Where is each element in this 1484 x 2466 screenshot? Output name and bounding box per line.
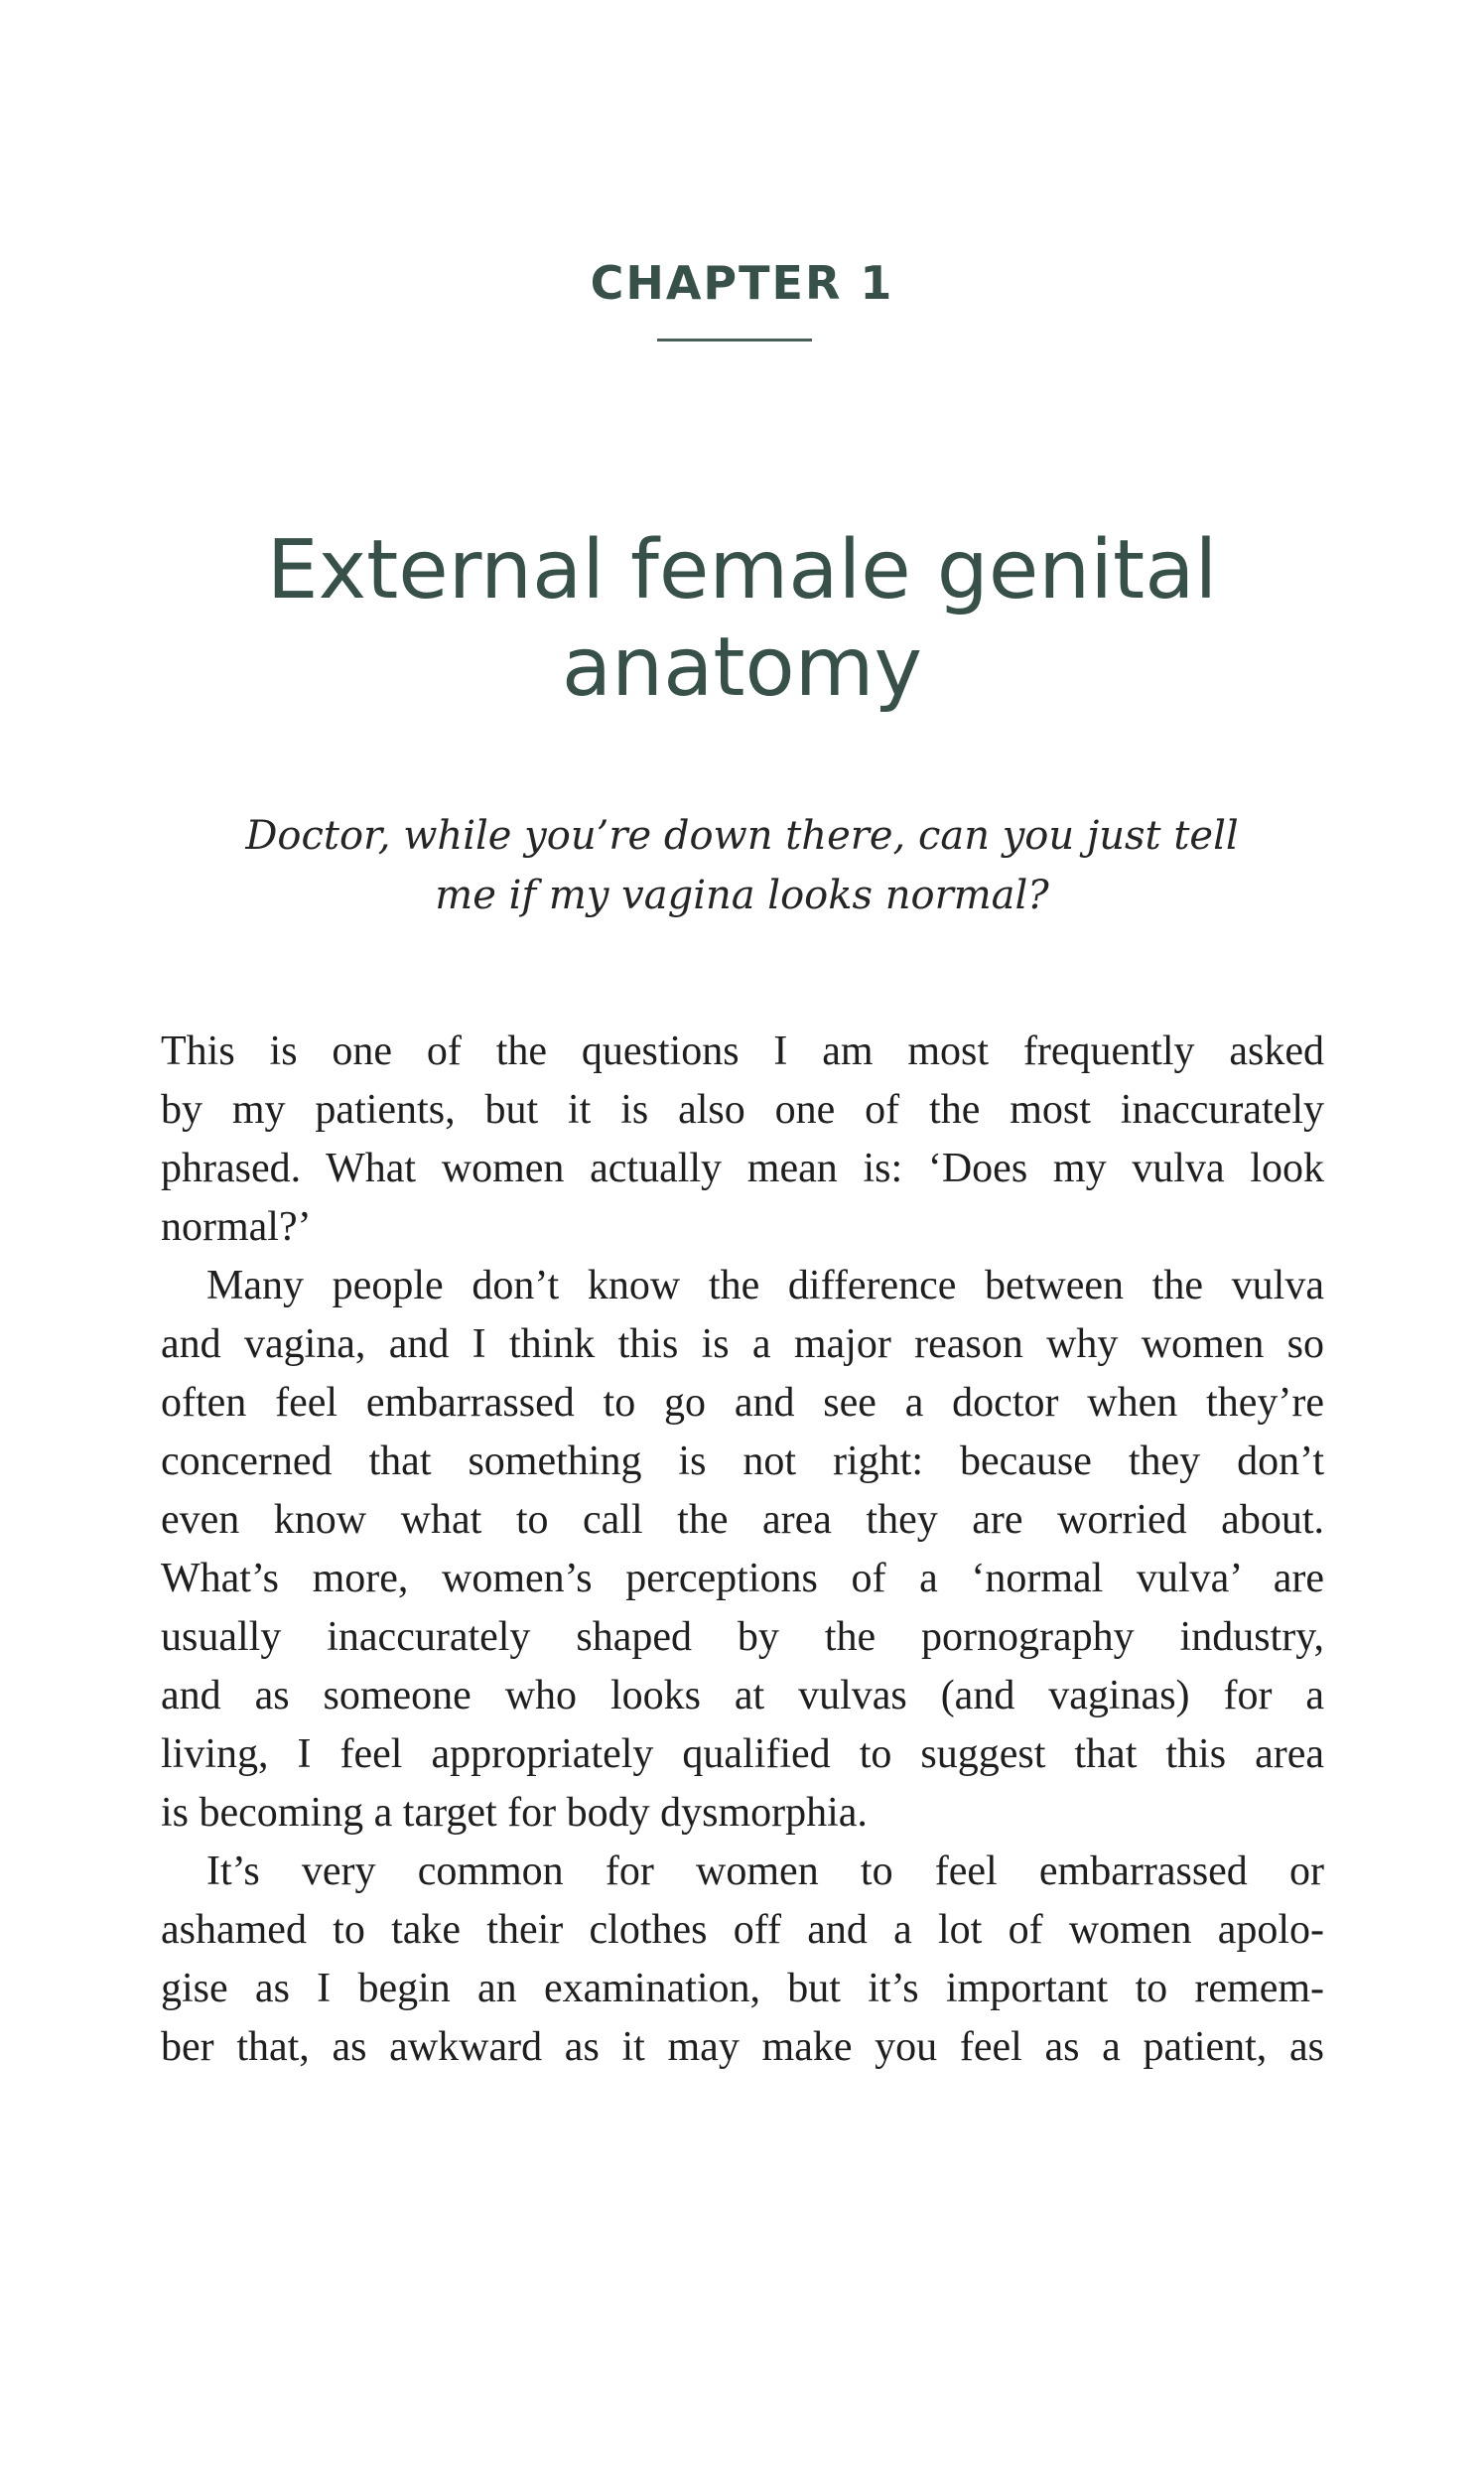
body-line: It’s very common for women to feel embarrassed or <box>206 1849 1324 1894</box>
epigraph-line-2: me if my vagina looks normal? <box>435 873 1049 918</box>
body-line: gise as I begin an examination, but it’s important to remem- <box>161 1966 1324 2011</box>
body-line: ber that, as awkward as it may make you feel as a patient, as <box>161 2024 1324 2070</box>
chapter-title <box>149 522 1335 717</box>
body-line: by my patients, but it is also one of the most inaccurately <box>161 1087 1324 1133</box>
body-line: What’s more, women’s perceptions of a ‘normal vulva’ are <box>161 1556 1324 1601</box>
body-line: concerned that something is not right: because they don’t <box>161 1438 1324 1484</box>
chapter-title-line-1: External female genital <box>266 523 1218 617</box>
body-line: often feel embarrassed to go and see a doctor when they’re <box>161 1380 1324 1426</box>
body-line: and vagina, and I think this is a major reason why women so <box>161 1321 1324 1367</box>
body-line: phrased. What women actually mean is: ‘Does my vulva look <box>161 1146 1324 1191</box>
body-line: Many people don’t know the difference between the vulva <box>206 1263 1324 1308</box>
body-line: even know what to call the area they are worried about. <box>161 1497 1324 1543</box>
epigraph <box>199 806 1285 925</box>
chapter-title-line-2: anatomy <box>561 620 923 715</box>
body-line: living, I feel appropriately qualified to suggest that this area <box>161 1731 1324 1777</box>
chapter-label: CHAPTER 1 <box>590 256 894 310</box>
epigraph-line-1: Doctor, while you’re down there, can you just tell <box>245 813 1239 859</box>
body-line: usually inaccurately shaped by the pornography industry, <box>161 1614 1324 1660</box>
body-line: ashamed to take their clothes off and a lot of women apolo- <box>161 1907 1324 1953</box>
body-line: This is one of the questions I am most frequently asked <box>161 1028 1324 1074</box>
body-line: normal?’ <box>161 1204 312 1250</box>
body-text <box>161 1023 1324 2077</box>
chapter-divider <box>657 339 812 342</box>
body-line: is becoming a target for body dysmorphia. <box>161 1790 868 1836</box>
body-line: and as someone who looks at vulvas (and vaginas) for a <box>161 1673 1324 1718</box>
